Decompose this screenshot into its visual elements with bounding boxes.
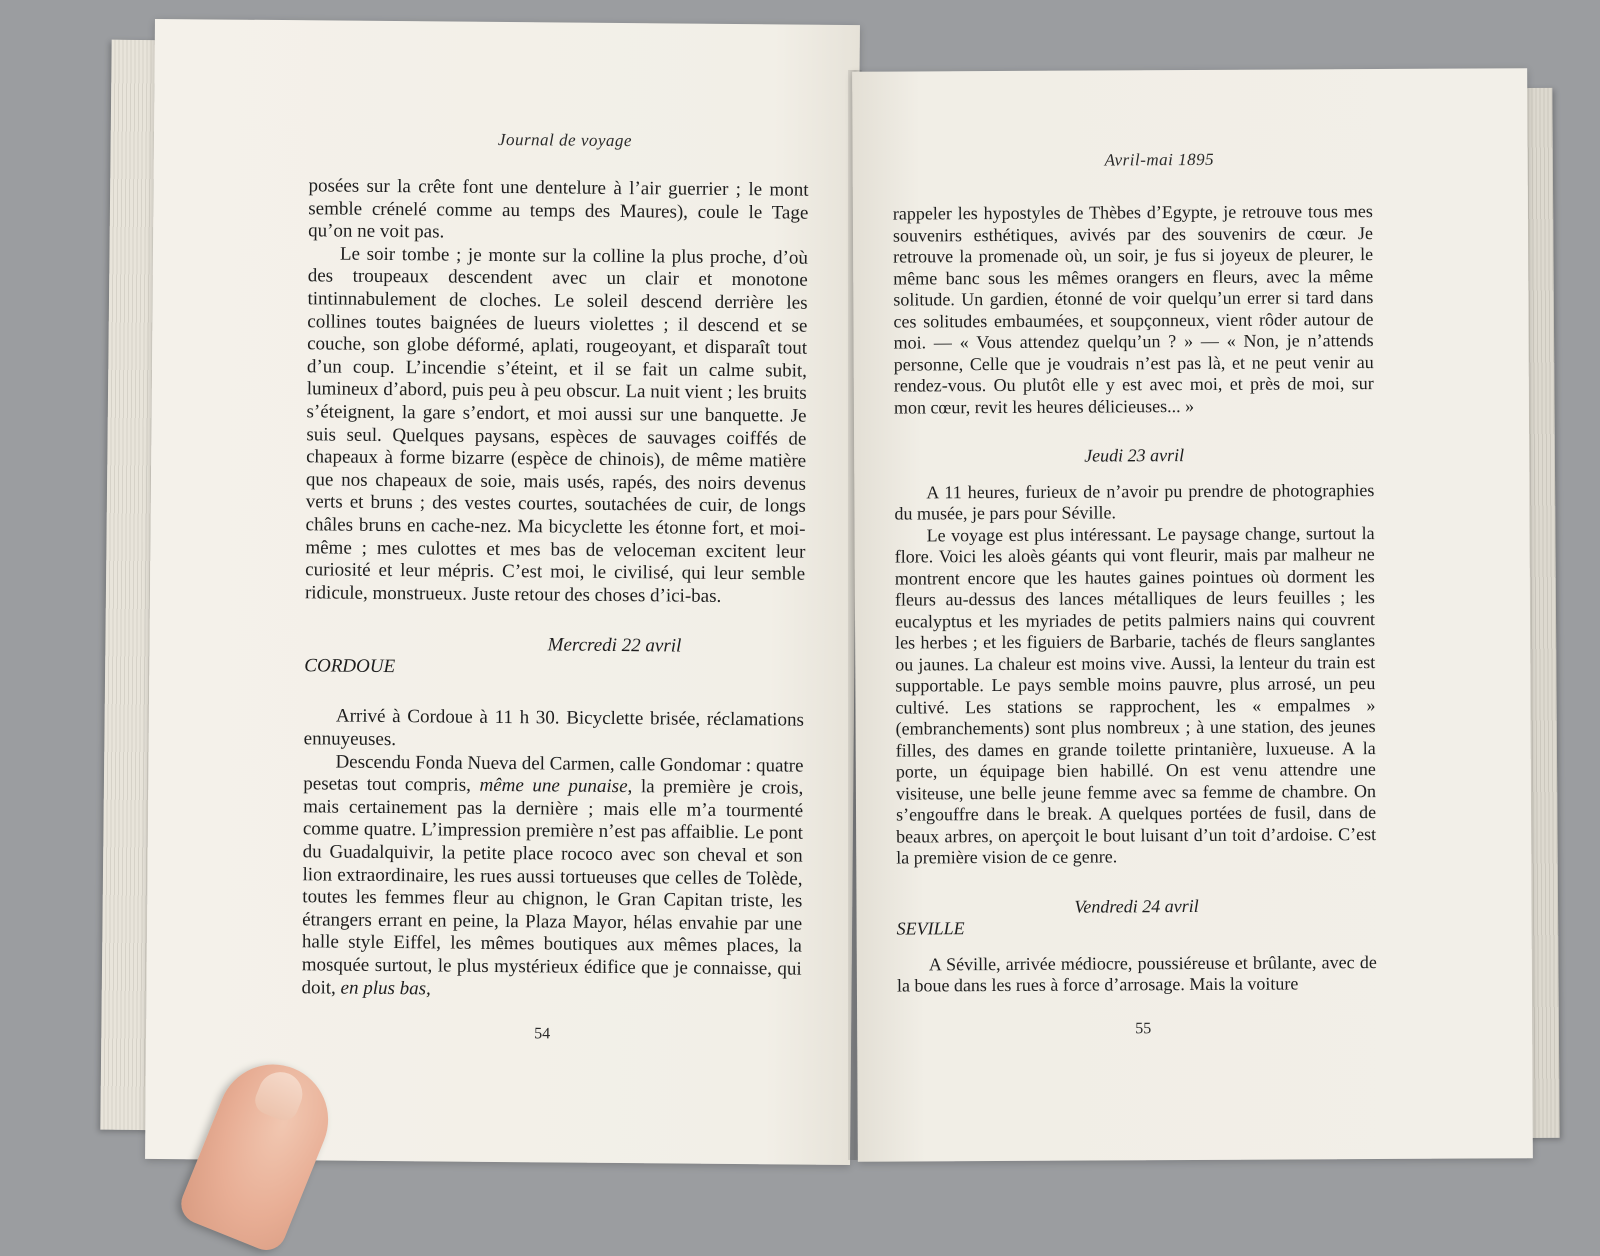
paragraph: Descendu Fonda Nueva del Carmen, calle Gondomar : quatre pesetas tout compris, même une punaise, la première je crois, mais certainement pas la dernière ; mais elle m’a tourmenté comme quatre. L’impression première n’est pas affaiblie. Le pont du Guadalquivir, la petite place rococo avec son cheval et son lion extraordinaire, les rues aussi tortueuses que celles de Tolède, toutes les femmes fleur au chignon, le Gran Capitan triste, les étrangers errant en peine, la Plaza Mayor, hélas envahie par une halle style Eiffel, les mêmes boutiques aux mêmes places, la mosquée surtout, le plus mystérieux édifice que je connaisse, qui doit, en plus bas,	[301, 751, 804, 999]
running-head-right: Avril-mai 1895	[1104, 149, 1215, 170]
emphasis: en plus bas,	[340, 977, 431, 999]
entry-place: CORDOUE	[304, 655, 396, 677]
paragraph: A Séville, arrivée médiocre, poussiéreuse et brûlante, avec de la boue dans les rues à force d’arrosage. Mais la voiture	[896, 951, 1377, 996]
paragraph: Arrivé à Cordoue à 11 h 30. Bicyclette brisée, réclamations ennuyeuses.	[303, 706, 804, 751]
paragraph: A 11 heures, furieux de n’avoir pu prendre de photographies du musée, je pars pour Séville.	[894, 479, 1375, 524]
entry-date: Jeudi 23 avril	[1084, 445, 1185, 466]
entry-date: Vendredi 24 avril	[1074, 895, 1199, 917]
entry-date: Mercredi 22 avril	[547, 634, 682, 657]
paragraph: Le voyage est plus intéressant. Le paysage change, surtout la flore. Voici les aloès géants qui vont fleurir, mais par malheur ne montrent encore que les hautes gaines pointues où dorment les fleurs au-dessus des lances métalliques de leurs feuilles ; les eucalyptus et les myriades de petits palmiers nains qui couvrent les herbes ; et les figuiers de Barbarie, tachés de fleurs sanglantes ou jaunes. La chaleur est moins vive. Aussi, la lenteur du train est supportable. Le pays semble moins pauvre, plus arrosé, un peu cultivé. Les stations se rapprochent, les « empalmes » (embranchements) sont plus nombreux ; à une station, des jeunes filles, des dames en grande toilette printanière, luxueuse. A la porte, un équipage bien habillé. On est venu attendre une visiteuse, une belle jeune femme avec sa femme de chambre. On s’engouffre dans le break. A quelques portées de fusil, dans de beaux arbres, on aperçoit le bout luisant d’un toit d’ardoise. C’est la première vision de ce genre.	[894, 522, 1377, 868]
paragraph: posées sur la crête font une dentelure à l’air guerrier ; le mont semble crénelé comme au temps des Maures), coule le Tage qu’on ne voit pas.	[308, 175, 809, 243]
running-head-left: Journal de voyage	[497, 129, 633, 151]
left-page	[145, 19, 860, 1165]
paragraph: rappeler les hypostyles de Thèbes d’Egypte, je retrouve tous mes souvenirs esthétiques, avivés par des souvenirs de cœur. Je retrouve la promenade où, un soir, je fus si joyeux de pleurer, le même banc sous les mêmes orangers en fleurs, avec la même solitude. Un gardien, étonné de voir quelqu’un errer si tard dans ces solitudes embaumées, et soupçonneux, vient rôder autour de moi. — « Vous attendez quelqu’un ? » — « Non, je n’attends personne, Celle que je voudrais n’est pas là, et ne peut venir au rendez-vous. Ou plutôt elle y est avec moi, et près de moi, sur mon cœur, revit les heures délicieuses... »	[892, 201, 1374, 418]
left-text-block	[301, 175, 808, 1004]
folio-right: 55	[1135, 1020, 1152, 1038]
entry-place: SEVILLE	[896, 918, 965, 939]
emphasis: même une punaise	[479, 775, 628, 798]
right-page	[852, 68, 1533, 1162]
paragraph: Le soir tombe ; je monte sur la colline la plus proche, d’où des troupeaux descendent avec un clair et monotone tintinnabulement de cloches. Le soleil descend derrière les collines toutes baignées de lueurs violettes ; il descend et se couche, son globe déformé, aplati, rougeoyant, et disparaît tout d’un coup. L’incendie s’éteint, et il se fait un calme subit, lumineux d’abord, puis peu à peu obscur. La nuit vient ; les bruits s’éteignent, la gare s’endort, et moi aussi sur une banquette. Je suis seul. Quelques paysans, espèces de sauvages coiffés de chapeaux à forme bizarre (espèce de chinois), de même matière que nos chapeaux de soie, mais usés, rapés, des noirs devenus verts et bruns ; des vestes courtes, soutachées de cuir, de longs châles bruns en cache-nez. Ma bicyclette les étonne fort, et moi-même ; mes culottes et mes bas de veloceman excitent leur curiosité et leur mépris. C’est moi, le civilisé, qui leur semble ridicule, monstrueux. Juste retour des choses d’ici-bas.	[304, 243, 809, 607]
right-text-block	[893, 201, 1377, 997]
folio-left: 54	[534, 1025, 551, 1043]
